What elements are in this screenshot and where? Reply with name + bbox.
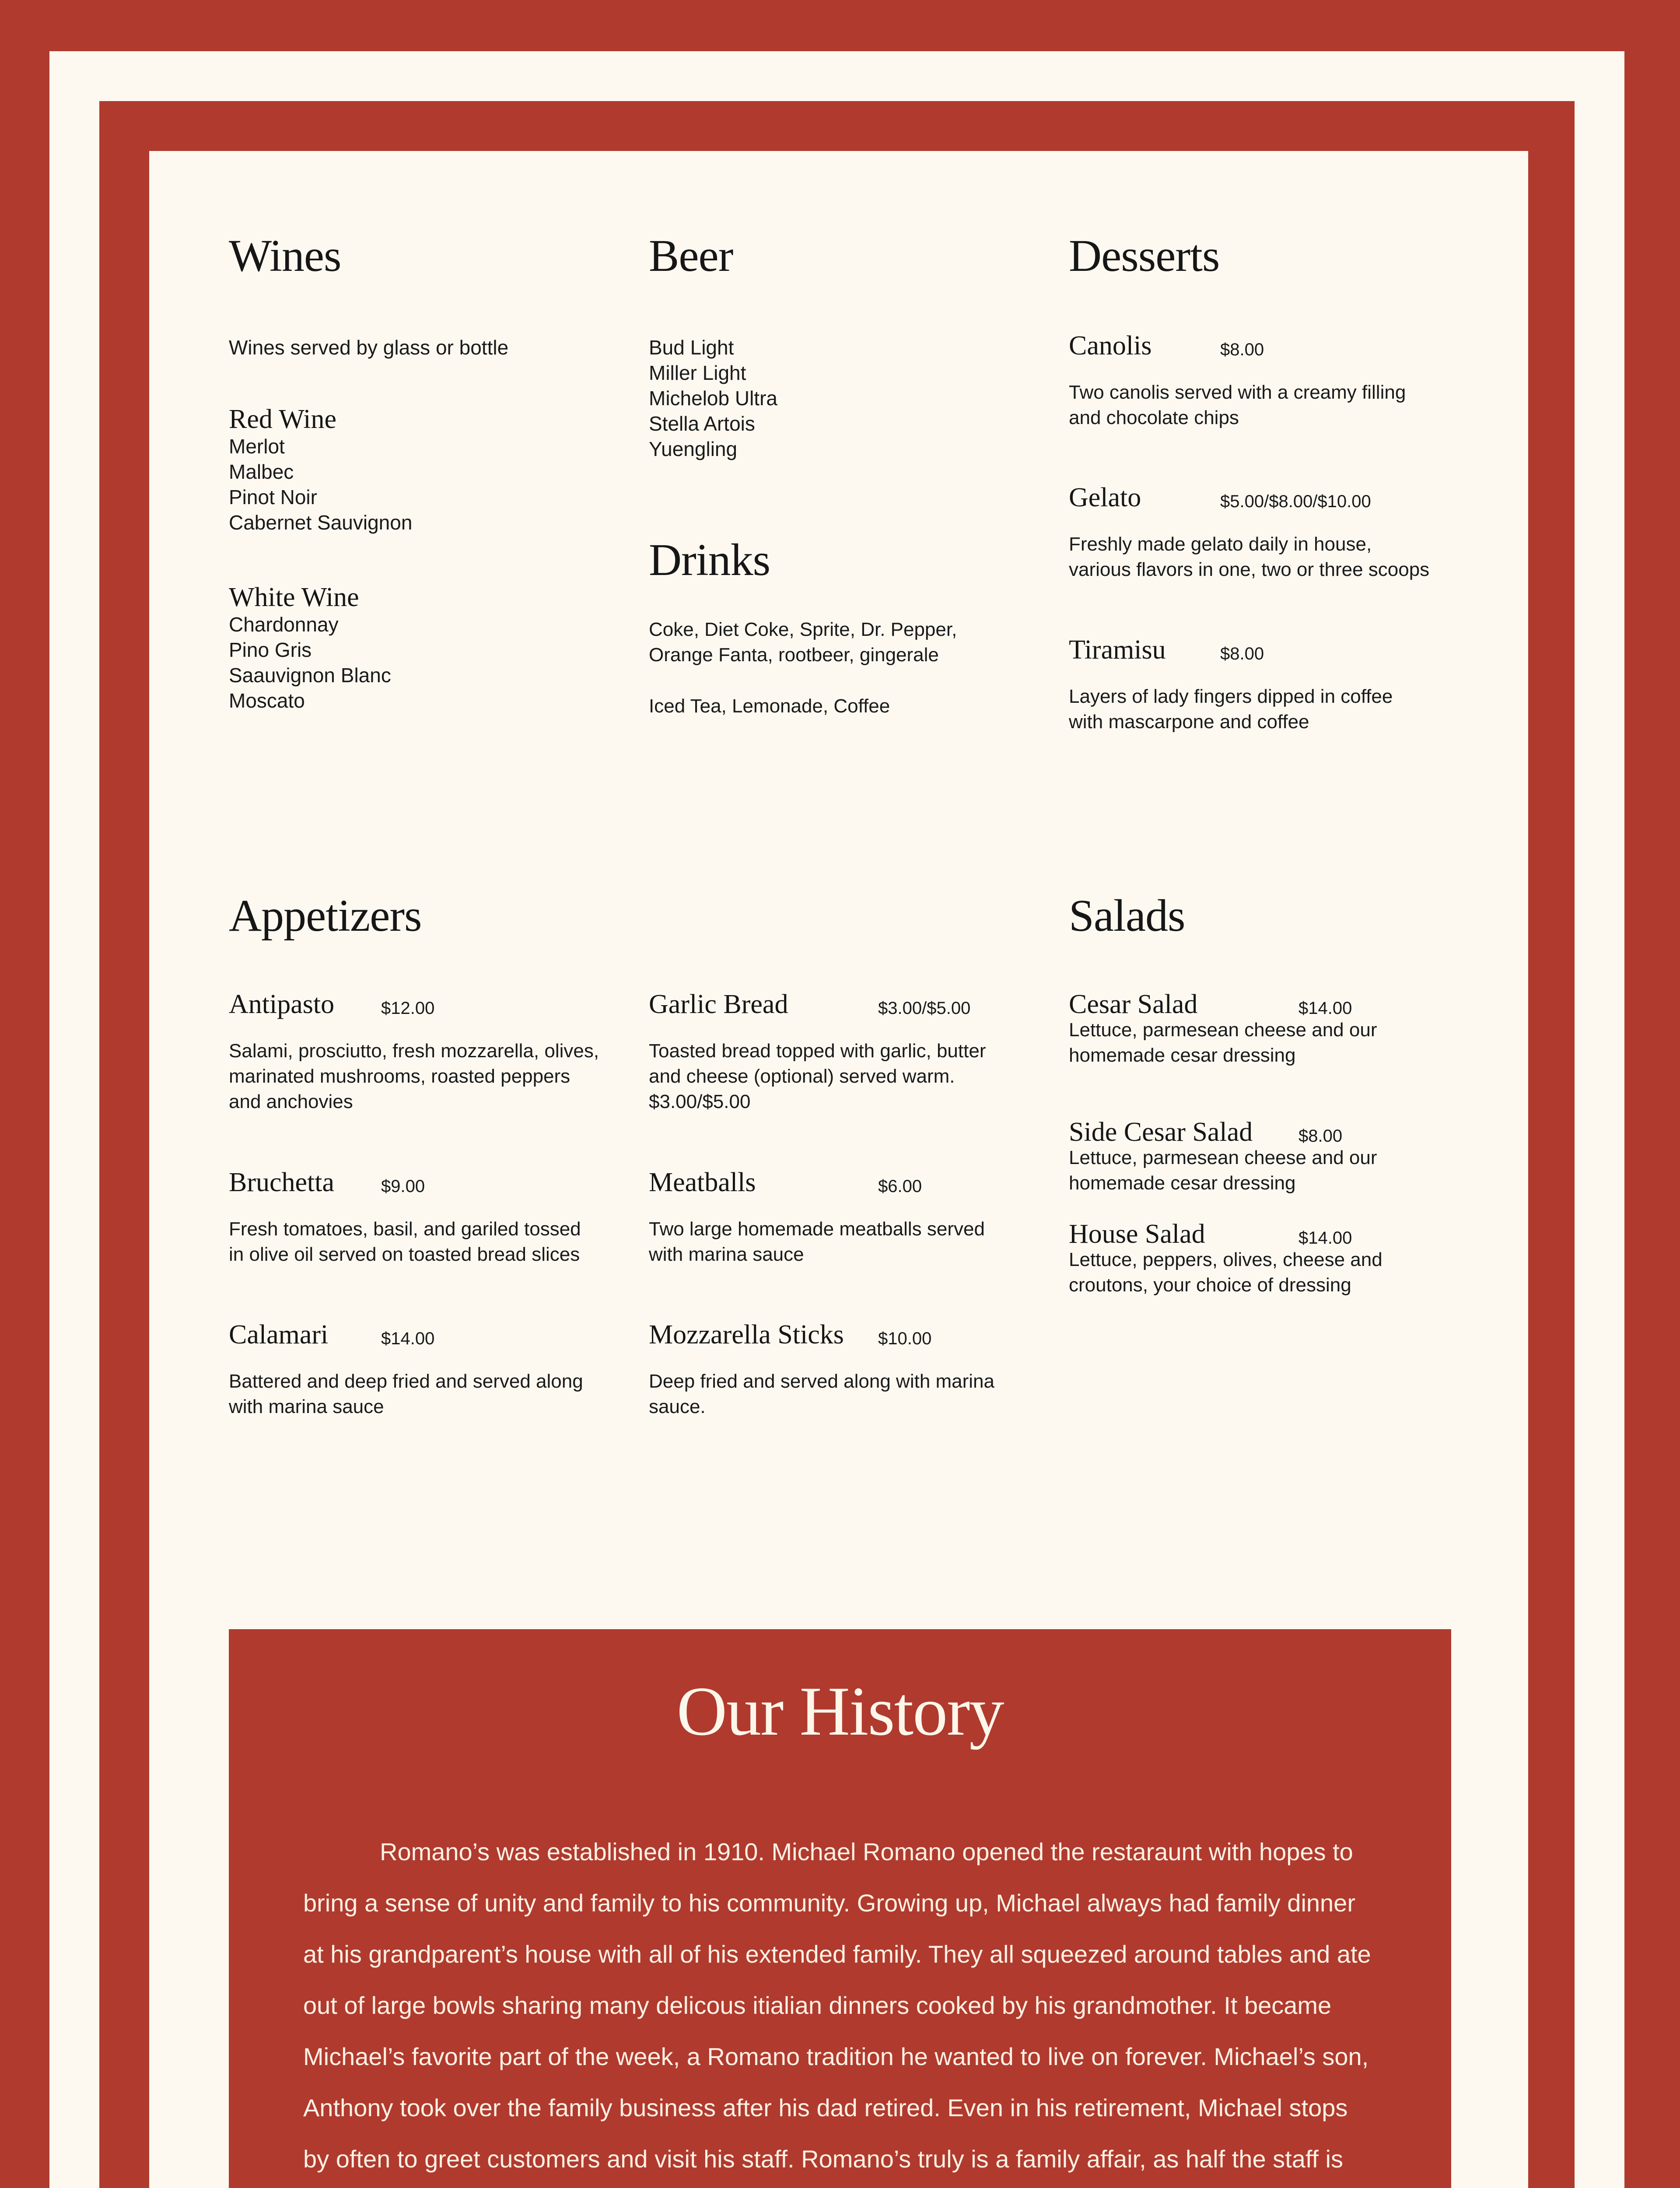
salad-item xyxy=(1069,1117,1463,1196)
salad-price: $8.00 xyxy=(1298,1126,1343,1146)
salad-name: House Salad xyxy=(1069,1219,1205,1249)
desc-line: homemade cesar dressing xyxy=(1069,1172,1296,1194)
appetizer-desc xyxy=(229,1038,623,1115)
drinks-sodas xyxy=(649,617,957,668)
desc-line: and chocolate chips xyxy=(1069,407,1239,428)
desc-line: Toasted bread topped with garlic, butter xyxy=(649,1040,986,1062)
desc-line: Lettuce, parmesean cheese and our xyxy=(1069,1147,1377,1168)
red-wine-group xyxy=(229,405,412,535)
list-item: Merlot xyxy=(229,435,285,458)
appetizer-item xyxy=(229,1167,623,1267)
dessert-item xyxy=(1069,635,1463,735)
drinks-title: Drinks xyxy=(649,535,770,585)
drinks-line: Coke, Diet Coke, Sprite, Dr. Pepper, xyxy=(649,619,957,640)
appetizer-item xyxy=(649,1319,1043,1420)
desc-line: Deep fried and served along with marina xyxy=(649,1371,995,1392)
list-item: Stella Artois xyxy=(649,412,755,435)
appetizer-name: Bruchetta xyxy=(229,1168,335,1197)
salad-price: $14.00 xyxy=(1298,999,1352,1018)
salad-item xyxy=(1069,989,1463,1068)
list-item: Cabernet Sauvignon xyxy=(229,511,413,534)
history-box xyxy=(229,1629,1451,2188)
list-item: Pinot Noir xyxy=(229,486,317,508)
desc-line: Layers of lady fingers dipped in coffee xyxy=(1069,686,1393,707)
white-wine-title: White Wine xyxy=(229,582,359,612)
dessert-item xyxy=(1069,482,1463,582)
appetizer-price: $10.00 xyxy=(878,1329,932,1348)
salad-item xyxy=(1069,1219,1463,1298)
appetizer-item xyxy=(649,989,1043,1115)
appetizer-price: $3.00/$5.00 xyxy=(878,999,971,1018)
dessert-desc xyxy=(1069,532,1463,582)
appetizer-item xyxy=(649,1167,1043,1267)
desc-line: Lettuce, peppers, olives, cheese and xyxy=(1069,1249,1382,1270)
dessert-desc xyxy=(1069,684,1463,735)
list-item: Michelob Ultra xyxy=(649,387,777,410)
list-item: Yuengling xyxy=(649,438,738,460)
red-wine-list xyxy=(229,434,412,535)
dessert-desc xyxy=(1069,380,1463,431)
desc-line: in olive oil served on toasted bread slices xyxy=(229,1244,580,1265)
list-item: Saauvignon Blanc xyxy=(229,664,391,687)
appetizer-name: Meatballs xyxy=(649,1168,756,1197)
desc-line: Battered and deep fried and served along xyxy=(229,1371,583,1392)
appetizer-item xyxy=(229,1319,623,1420)
desc-line: Fresh tomatoes, basil, and gariled tossed xyxy=(229,1218,581,1240)
red-wine-title: Red Wine xyxy=(229,404,337,434)
salads-title: Salads xyxy=(1069,891,1185,941)
salad-desc xyxy=(1069,1145,1463,1196)
wines-title: Wines xyxy=(229,231,341,281)
dessert-name: Tiramisu xyxy=(1069,635,1166,665)
wines-intro: Wines served by glass or bottle xyxy=(229,336,509,359)
salad-price: $14.00 xyxy=(1298,1228,1352,1248)
dessert-price: $8.00 xyxy=(1220,340,1264,359)
desc-line: with mascarpone and coffee xyxy=(1069,711,1309,733)
desc-line: with marina sauce xyxy=(229,1396,384,1417)
white-wine-list xyxy=(229,612,391,713)
salad-desc xyxy=(1069,1247,1463,1298)
appetizer-desc xyxy=(649,1369,1043,1420)
desc-line: Lettuce, parmesean cheese and our xyxy=(1069,1019,1377,1041)
salad-name: Side Cesar Salad xyxy=(1069,1117,1253,1147)
white-wine-group xyxy=(229,583,391,713)
desc-line: croutons, your choice of dressing xyxy=(1069,1274,1351,1296)
appetizer-desc xyxy=(229,1217,623,1267)
desc-line: and anchovies xyxy=(229,1091,353,1112)
appetizer-desc xyxy=(649,1217,1043,1267)
appetizer-price: $6.00 xyxy=(878,1177,922,1196)
dessert-price: $5.00/$8.00/$10.00 xyxy=(1220,492,1371,511)
desc-line: various flavors in one, two or three scoops xyxy=(1069,559,1430,580)
appetizer-desc xyxy=(229,1369,623,1420)
appetizer-name: Antipasto xyxy=(229,989,335,1019)
appetizer-name: Calamari xyxy=(229,1320,329,1350)
list-item: Moscato xyxy=(229,689,305,712)
history-title: Our History xyxy=(676,1672,1004,1750)
dessert-name: Gelato xyxy=(1069,483,1141,512)
desc-line: Two canolis served with a creamy filling xyxy=(1069,382,1406,403)
desc-line: and cheese (optional) served warm. xyxy=(649,1066,955,1087)
appetizers-title: Appetizers xyxy=(229,891,422,941)
desc-line: Freshly made gelato daily in house, xyxy=(1069,533,1372,555)
list-item: Pino Gris xyxy=(229,638,312,661)
appetizer-price: $14.00 xyxy=(381,1329,435,1348)
desc-line: marinated mushrooms, roasted peppers xyxy=(229,1066,570,1087)
beer-title: Beer xyxy=(649,231,733,281)
desc-line: sauce. xyxy=(649,1396,706,1417)
appetizer-item xyxy=(229,989,623,1115)
desc-line: with marina sauce xyxy=(649,1244,804,1265)
appetizer-name: Mozzarella Sticks xyxy=(649,1320,844,1350)
list-item: Malbec xyxy=(229,460,294,483)
drinks-other: Iced Tea, Lemonade, Coffee xyxy=(649,695,890,717)
salad-desc xyxy=(1069,1017,1463,1068)
drinks-line: Orange Fanta, rootbeer, gingerale xyxy=(649,644,939,666)
beer-list xyxy=(649,335,777,462)
desc-line: Salami, prosciutto, fresh mozzarella, olives, xyxy=(229,1040,599,1062)
list-item: Chardonnay xyxy=(229,613,339,636)
salad-name: Cesar Salad xyxy=(1069,989,1198,1019)
appetizer-desc xyxy=(649,1038,1043,1115)
desc-line: homemade cesar dressing xyxy=(1069,1045,1296,1066)
list-item: Miller Light xyxy=(649,361,746,384)
list-item: Bud Light xyxy=(649,336,734,359)
dessert-name: Canolis xyxy=(1069,331,1152,361)
dessert-item xyxy=(1069,330,1463,431)
appetizer-name: Garlic Bread xyxy=(649,989,788,1019)
dessert-price: $8.00 xyxy=(1220,644,1264,663)
appetizer-price: $9.00 xyxy=(381,1177,425,1196)
desc-line: Two large homemade meatballs served xyxy=(649,1218,985,1240)
desc-line: $3.00/$5.00 xyxy=(649,1091,751,1112)
history-text: Romano’s was established in 1910. Michael Romano opened the restaraunt with hopes to bring a sense of unity and family to his community. Growing up, Michael always had family dinner at his grandparent’s house with all of his extended family. They all squeezed around tables and ate out of large bowls sharing many delicous itialian dinners cooked by his grandmother. It became Michael’s favorite part of the week, a Romano tradition he wanted to live on forever. Michael’s son, Anthony took over the family business after his dad retired. Even in his retirement, Michael stops by often to greet customers and visit his staff. Romano’s truly is a family affair, as half the staff is xyxy=(303,1838,1371,2173)
desserts-title: Desserts xyxy=(1069,231,1220,281)
appetizer-price: $12.00 xyxy=(381,999,435,1018)
